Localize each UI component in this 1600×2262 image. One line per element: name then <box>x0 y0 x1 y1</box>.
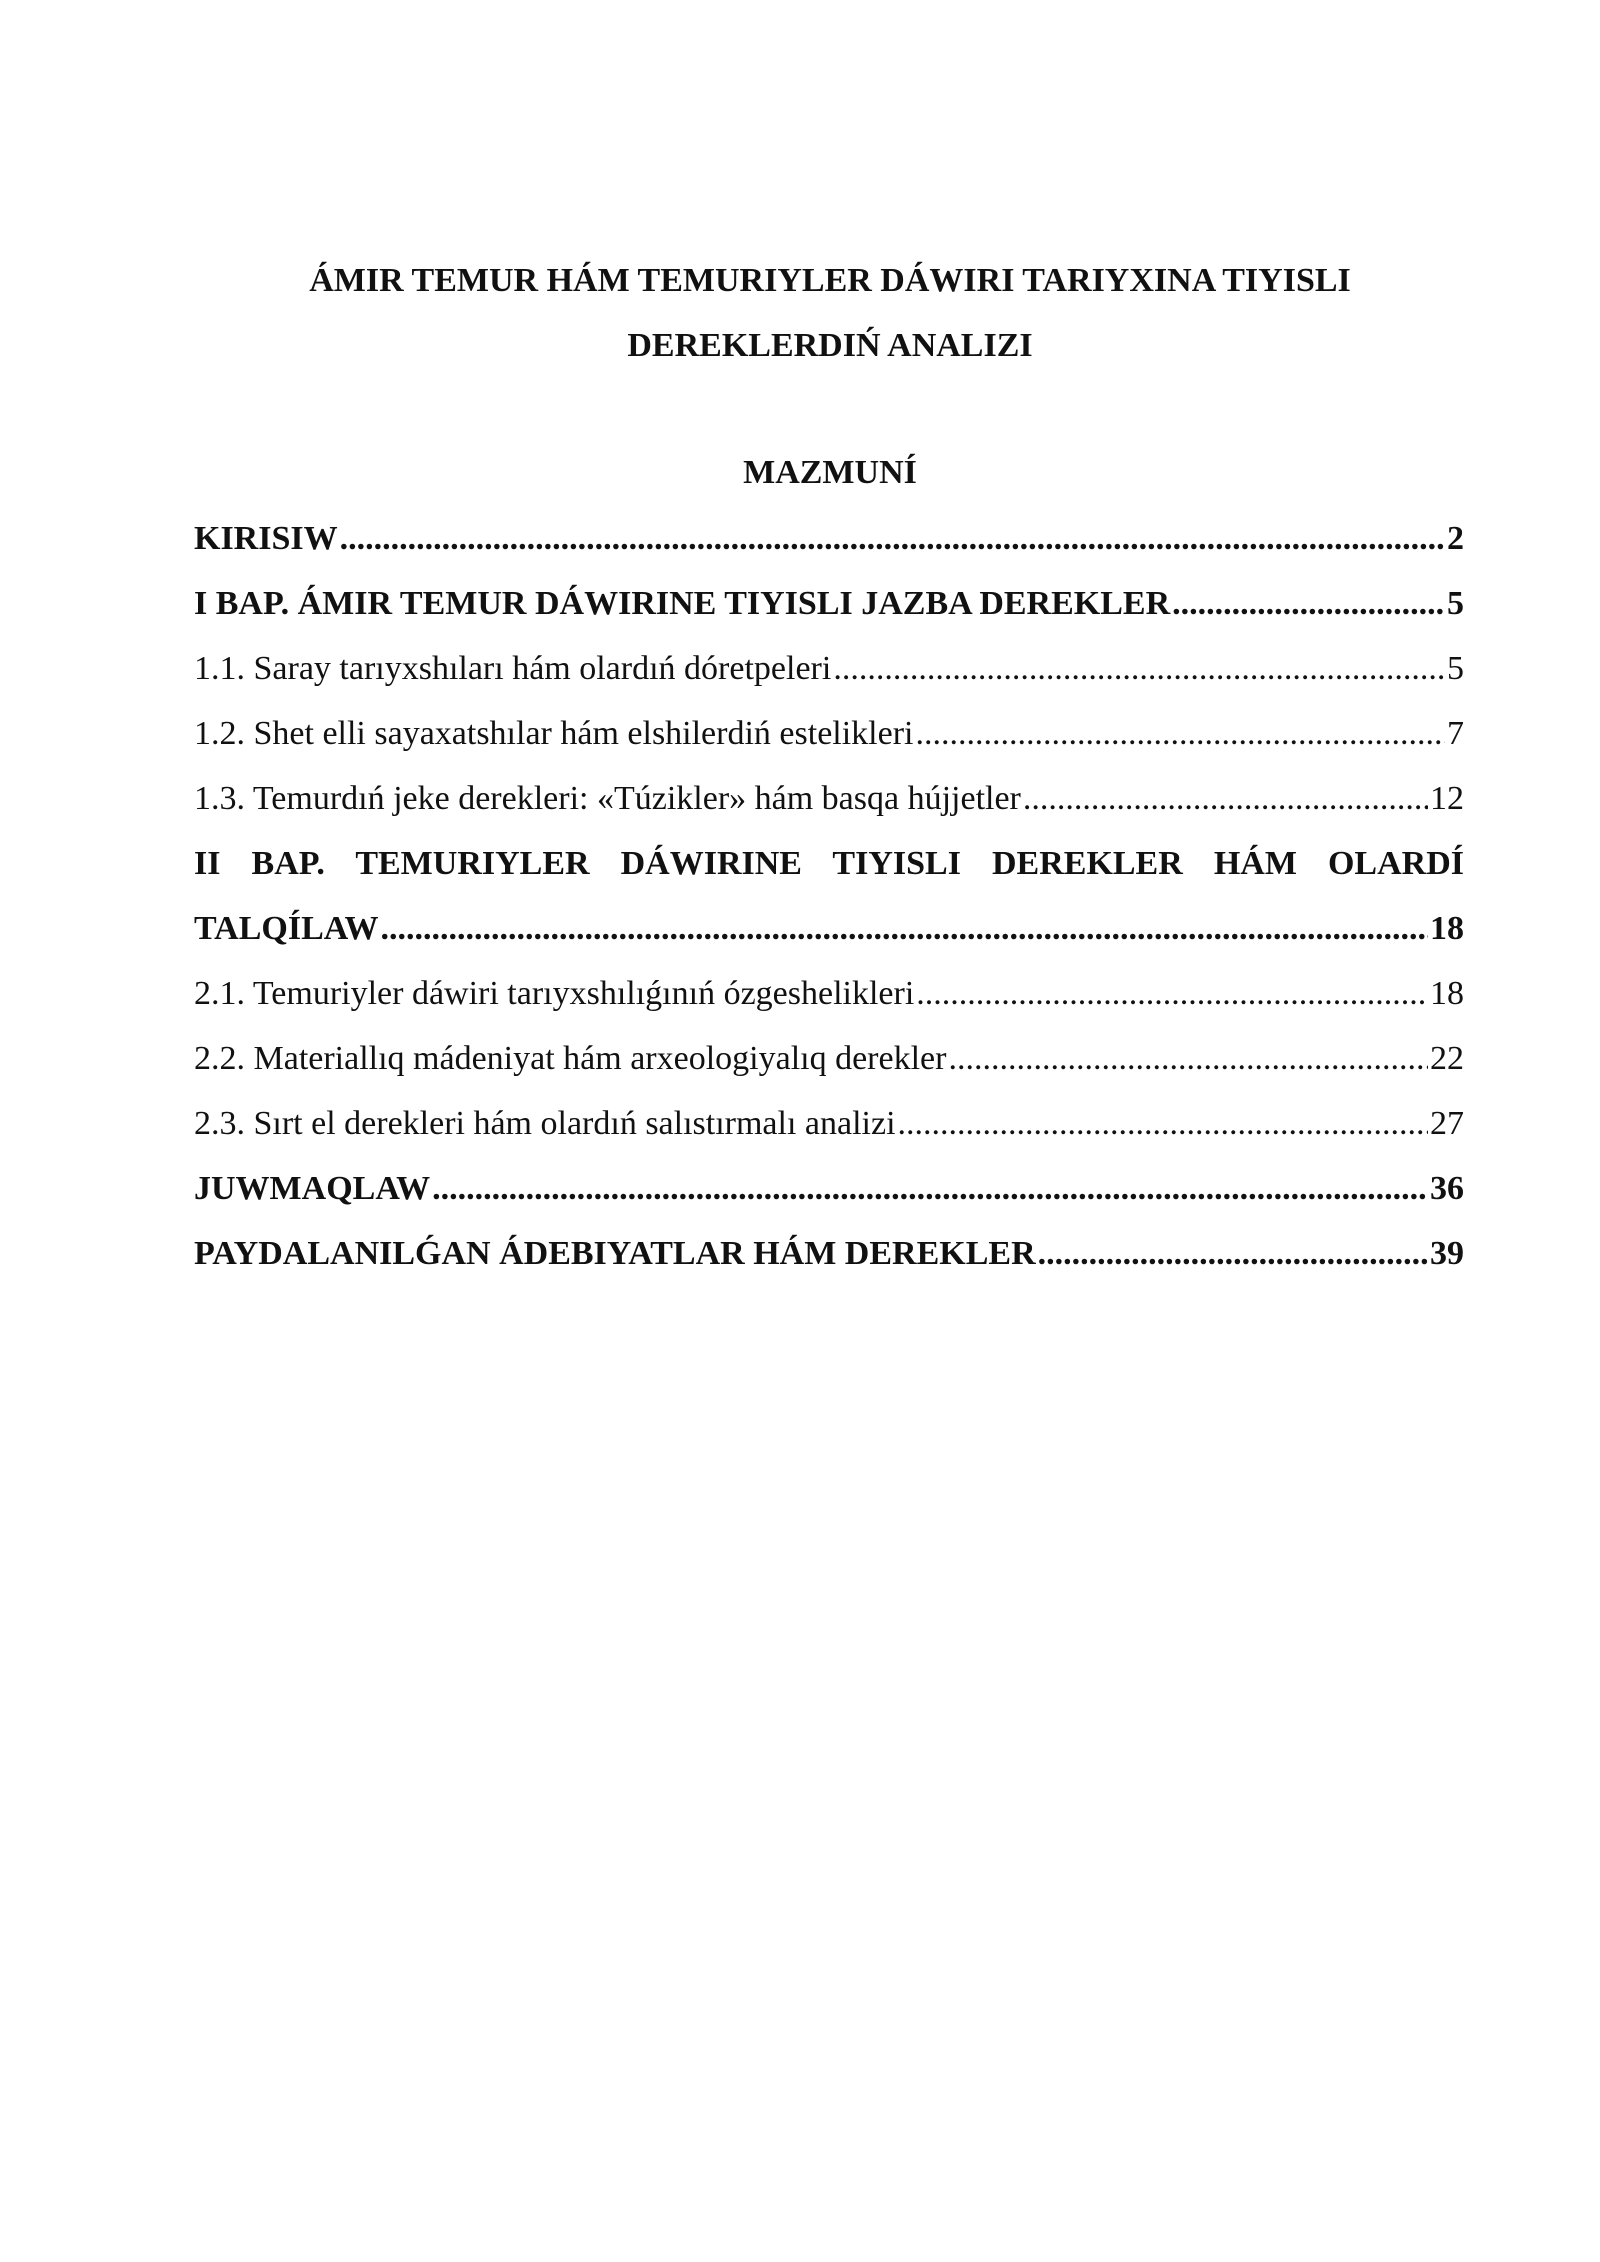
toc-entry-chapter-2[interactable] <box>194 831 1464 896</box>
toc-entry-label: JUWMAQLAW <box>194 1170 431 1207</box>
toc-entry-page: 18 <box>1430 975 1464 1012</box>
document-title-line-2: DEREKLERDIŃ ANALIZI <box>627 327 1033 364</box>
toc-entry-page: 39 <box>1430 1235 1464 1272</box>
toc-entry-label: 1.1. Saray tarıyxshıları hám olardıń dóretpeleri <box>194 650 832 687</box>
toc-heading: MAZMUNÍ <box>743 454 917 491</box>
toc-leader-dots <box>898 1091 1428 1156</box>
toc-leader-dots <box>915 701 1445 766</box>
toc-entry-label: KIRISIW <box>194 520 338 557</box>
toc-entry-juwmaqlaw[interactable] <box>194 1156 1464 1221</box>
toc-entry-label: PAYDALANILǴAN ÁDEBIYATLAR HÁM DEREKLER <box>194 1235 1036 1272</box>
toc-entry-label: 2.2. Materiallıq mádeniyat hám arxeologiyalıq derekler <box>194 1040 947 1077</box>
toc-entry-page: 36 <box>1430 1170 1464 1207</box>
toc-entry-page: 5 <box>1447 650 1464 687</box>
toc-entry-section-1-3[interactable] <box>194 766 1464 831</box>
toc-leader-dots <box>1023 766 1428 831</box>
table-of-contents <box>194 506 1464 1286</box>
toc-entry-label: 2.1. Temuriyler dáwiri tarıyxshılıǵınıń ózgeshelikleri <box>194 975 915 1012</box>
document-title <box>190 248 1470 378</box>
toc-entry-page: 7 <box>1447 715 1464 752</box>
toc-entry-section-1-2[interactable] <box>194 701 1464 766</box>
toc-entry-section-2-1[interactable] <box>194 961 1464 1026</box>
toc-entry-page: 12 <box>1430 780 1464 817</box>
toc-leader-dots <box>340 506 1445 571</box>
toc-entry-page: 27 <box>1430 1105 1464 1142</box>
toc-entry-section-2-2[interactable] <box>194 1026 1464 1091</box>
toc-entry-chapter-1[interactable] <box>194 571 1464 636</box>
toc-leader-dots <box>916 961 1428 1026</box>
toc-leader-dots <box>948 1026 1428 1091</box>
toc-entry-references[interactable] <box>194 1221 1464 1286</box>
toc-leader-dots <box>381 896 1428 961</box>
toc-entry-section-1-1[interactable] <box>194 636 1464 701</box>
toc-entry-page: 2 <box>1447 520 1464 557</box>
toc-entry-kirisiw[interactable] <box>194 506 1464 571</box>
toc-leader-dots <box>833 636 1445 701</box>
toc-entry-label: II BAP. TEMURIYLER DÁWIRINE TIYISLI DEREKLER HÁM OLARDÍ <box>194 845 1464 882</box>
toc-entry-label: 1.3. Temurdıń jeke derekleri: «Túzikler» hám basqa hújjetler <box>194 780 1021 817</box>
toc-entry-label: 2.3. Sırt el derekleri hám olardıń salıstırmalı analizi <box>194 1105 896 1142</box>
toc-entry-page: 22 <box>1430 1040 1464 1077</box>
toc-leader-dots <box>432 1156 1428 1221</box>
toc-leader-dots <box>1172 571 1445 636</box>
toc-entry-page: 18 <box>1430 910 1464 947</box>
toc-entry-label: TALQÍLAW <box>194 910 379 947</box>
document-title-line-1: ÁMIR TEMUR HÁM TEMURIYLER DÁWIRI TARIYXINA TIYISLI <box>309 262 1351 299</box>
toc-leader-dots <box>1038 1221 1428 1286</box>
toc-entry-label: 1.2. Shet elli sayaxatshılar hám elshilerdiń estelikleri <box>194 715 914 752</box>
toc-entry-section-2-3[interactable] <box>194 1091 1464 1156</box>
toc-entry-chapter-2-continued[interactable] <box>194 896 1464 961</box>
toc-entry-page: 5 <box>1447 585 1464 622</box>
toc-entry-label: I BAP. ÁMIR TEMUR DÁWIRINE TIYISLI JAZBA DEREKLER <box>194 585 1171 622</box>
